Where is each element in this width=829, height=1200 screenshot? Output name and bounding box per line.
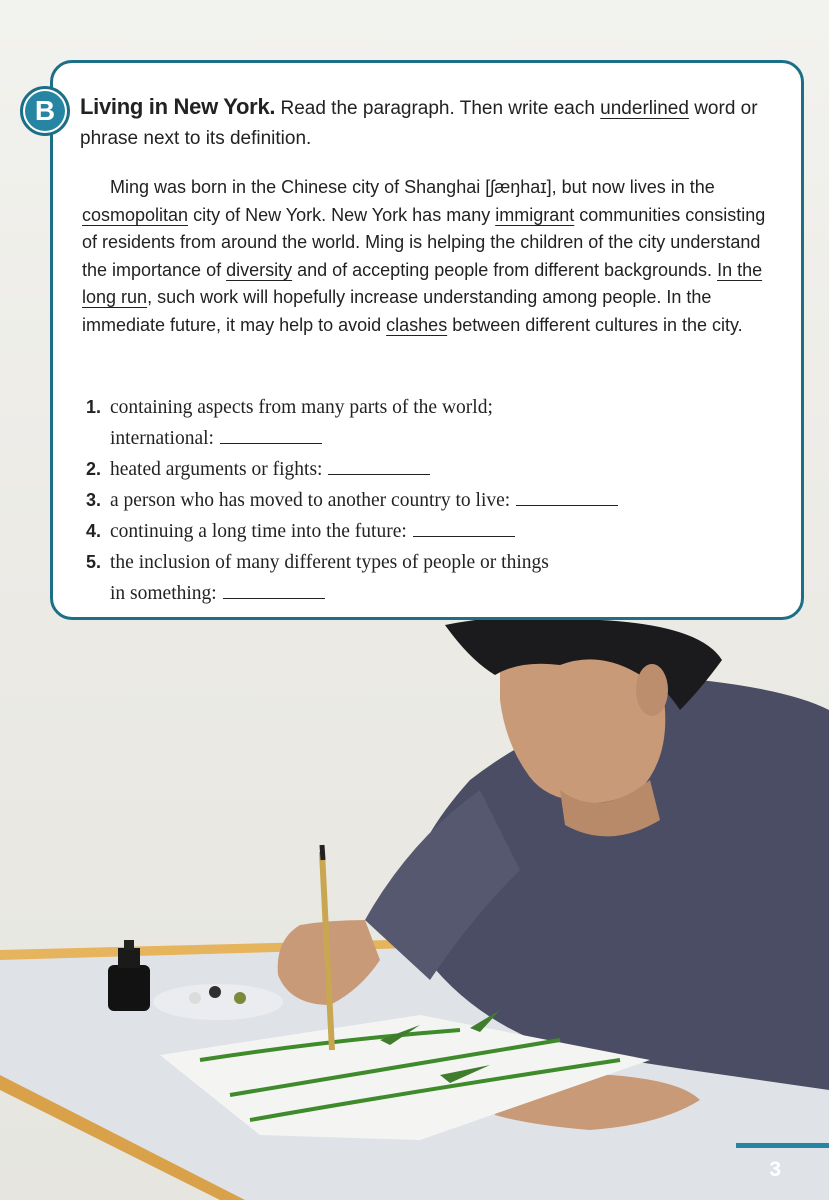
para-text: and of accepting people from different backgrounds.: [292, 259, 718, 280]
painting-illustration: [0, 620, 829, 1200]
para-text: , such work will hopefully increase understanding among people. In the immediate future, it may help to avoid: [82, 287, 712, 335]
section-badge-letter: B: [25, 91, 65, 131]
vocab-word: diversity: [226, 259, 293, 280]
vocab-word: cosmopolitan: [82, 204, 189, 225]
answer-blank[interactable]: [220, 425, 322, 444]
definition-item: [86, 454, 776, 485]
para-text: between different cultures in the city.: [447, 314, 743, 335]
vocab-word: immigrant: [495, 204, 575, 225]
item-text: continuing a long time into the future:: [110, 521, 407, 542]
instruction-text-2: word or phrase next to its definition.: [80, 98, 758, 149]
answer-blank[interactable]: [516, 487, 618, 506]
item-text: the inclusion of many different types of people or things: [110, 552, 549, 573]
definition-item: [86, 547, 776, 609]
reading-paragraph: [82, 174, 772, 339]
definition-item: [86, 485, 776, 516]
section-title: Living in New York.: [80, 94, 276, 119]
item-number: 2.: [86, 459, 102, 479]
instruction: [80, 92, 770, 154]
answer-blank[interactable]: [328, 456, 430, 475]
item-number: 5.: [86, 552, 102, 572]
definition-item: [86, 516, 776, 547]
definition-item: [86, 392, 776, 454]
vocab-word: clashes: [386, 314, 448, 335]
para-text: Ming was born in the Chinese city of Shanghai [ʃæŋhaɪ], but now lives in the: [110, 177, 715, 197]
item-text: heated arguments or fights:: [110, 459, 323, 480]
instruction-underlined: underlined: [600, 98, 689, 119]
item-text: containing aspects from many parts of the world;: [110, 397, 493, 418]
section-badge: [20, 86, 70, 136]
item-text: a person who has moved to another country to live:: [110, 490, 511, 511]
instruction-text-1: Read the paragraph. Then write each: [275, 98, 601, 119]
item-text: in something:: [110, 583, 217, 604]
item-number: 3.: [86, 490, 102, 510]
vocab-word: In the long run: [82, 259, 763, 307]
page-number: 3: [769, 1158, 781, 1181]
item-text: international:: [110, 428, 214, 449]
para-text: city of New York. New York has many: [188, 204, 496, 225]
para-text: communities consisting of residents from around the world. Ming is helping the children of the city understand the importance of: [82, 204, 766, 280]
item-number: 1.: [86, 397, 102, 417]
definition-list: [86, 392, 776, 609]
item-number: 4.: [86, 521, 102, 541]
answer-blank[interactable]: [223, 580, 325, 599]
page-number-bar: [736, 1143, 829, 1148]
answer-blank[interactable]: [413, 518, 515, 537]
